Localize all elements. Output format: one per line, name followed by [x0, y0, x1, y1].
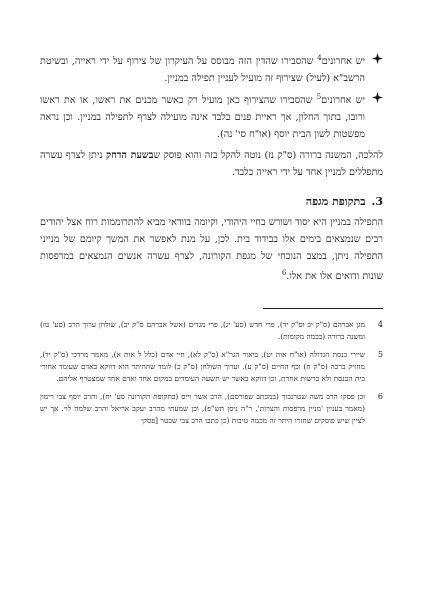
footnote-number: 6	[377, 391, 383, 401]
halacha-bold-phrase: בשעת הדחק	[105, 150, 154, 162]
bullet-text-cont: שהסבירו שהצירוף כאן מועיל רק כאשר מכנים את ראשו, או את ראשו ורובו, בתוך החלון, אך ראיית פנים בלבד אינה מועילה לצרף לתפילה במניין. וכן נראה מפשטות לשון הבית יוסף (או"ח סי' נה).	[40, 95, 365, 141]
footnote	[40, 349, 383, 385]
bullet-text: יש אחרונים	[321, 56, 365, 68]
document-page	[40, 50, 383, 600]
diamond-bullet-icon	[372, 92, 383, 103]
section-title: בתקופת מגפה	[305, 195, 366, 209]
footnote-ref[interactable]: 4	[317, 54, 322, 62]
halacha-text: להלכה, המשנה ברורה (ס"ק נז) נוטה להקל בזה והוא פוסק ש	[153, 150, 383, 162]
footnote	[40, 319, 383, 343]
bullet-item	[40, 50, 383, 87]
halacha-paragraph	[40, 147, 383, 181]
footnote	[40, 391, 383, 427]
section-number: 3.	[371, 195, 383, 209]
section-paragraph	[40, 214, 383, 285]
footnote-number: 5	[377, 349, 383, 359]
halacha-text-cont: ניתן לצרף עשרה מתפללים למניין אחד על ידי ראייה בלבד.	[40, 150, 383, 179]
footnote-ref[interactable]: 5	[316, 93, 322, 102]
footnote-text: שיירי כנסת הגדולה (או"ח אות יט), ביאור הגר"א (ס"ק לא), חיי אדם (כלל ל אות א), מאמר מרדכי (ס"ק יד), מחזיק ברכה (ס"ק ח) וכף החיים (ס"ק ע). וערוך השולחן (ס"ק כ) לומד שההיתר הוא דווקא באדם שעומד אחורי בית הכנסת ולא ברשות אחרת, וכן דווקא כאשר יש תשעה העומדים במקום אחד ואדם אחד שמצטרף אליהם.	[40, 349, 365, 383]
footnote-text: מגן אברהם (ס"ק יב וס"ק יד), פרי חדש (סע' יג), פרי מגדים (אשל אברהם ס"ק יב), שולחן ערוך הרב (סע' טז) ומשנה ברורה (בכמה מקומות).	[40, 319, 365, 341]
footnote-number: 4	[377, 319, 383, 329]
section-text: התפילה במניין היא יסוד ושורש בחיי היהודי, וקיומה בוודאי מביא להתרוממות רוח אצל יהודים רבים שנמצאים בימים אלו בבידוד בית. לכן, על מנת לאפשר את המשך קיומם של מנייני התפילה ניתן, במצב הנוכחי של מגפת הקורונה, לצרף עשרה אנשים הנמצאים במרפסות שונות ודואים אלו את אלו.	[40, 217, 383, 283]
footnote-text: וכן פסקו הרב משה שטרנבוך (במכתב שפורסם), הרב אשר וייס (בתקופת הקורונה סע' יח), והרב יוסף צבי רימון (מאמר בעניין 'מניין מרפסות והצרות', ר"ה ניסן תש"פ), וכן שמעתי מהרב יעקב אריאל והרב שלמה לוי. אך יש לציין שיש פוסקים שחזרו היתר זה מכמה טיבות (כן כתבו הרב צבי שכטר [פסקי	[40, 391, 365, 425]
diamond-bullet-icon	[372, 53, 383, 64]
footnote-divider	[263, 308, 383, 309]
section-heading	[40, 195, 383, 208]
bullet-text: יש אחרונים	[321, 95, 365, 107]
bullet-item	[40, 89, 383, 143]
bullet-text-cont: שהסבירו שהדין הזה מבוסס על העיקרון של צירוף על ידי ראייה, ובשיטת הרשב"א (לעיל) שצירוף זה מועיל לעניין תפילה במניין.	[40, 56, 365, 85]
footnote-ref[interactable]: 6	[281, 269, 287, 278]
